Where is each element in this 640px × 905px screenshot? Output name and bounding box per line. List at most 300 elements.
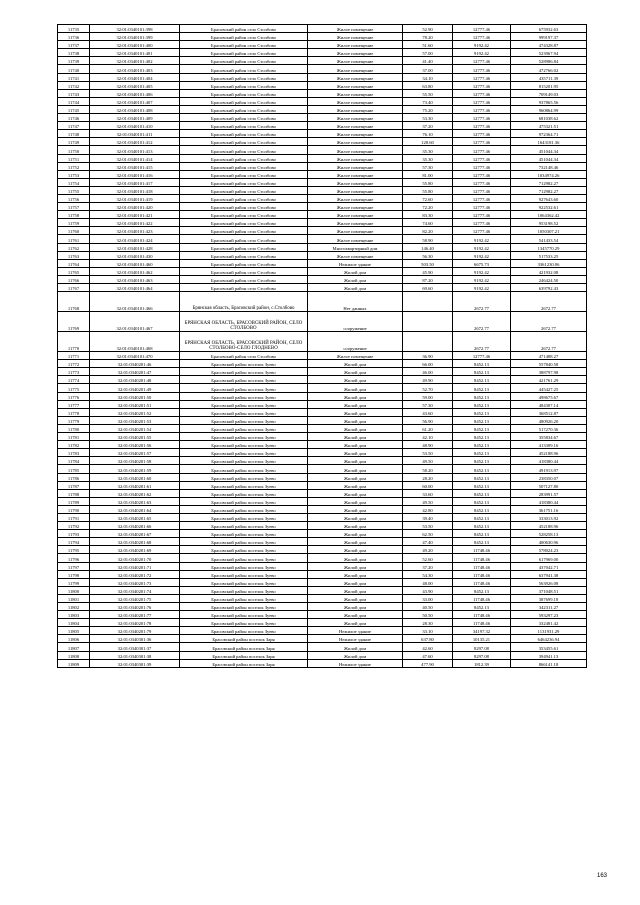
area-cell: 48.90: [403, 441, 453, 449]
row-number-cell: 11799: [58, 578, 90, 586]
address-cell: Брасовский район село Столбово: [180, 114, 308, 122]
table-row: [58, 49, 587, 57]
cadastral-number-cell: 32:01:0340201:73: [90, 578, 180, 586]
cadastral-value-cell: 709149.03: [511, 89, 587, 97]
table-row: [58, 400, 587, 408]
specific-value-cell: 11748.46: [453, 546, 511, 554]
row-number-cell: 11802: [58, 603, 90, 611]
cadastral-number-cell: 32:01:0340101:399: [90, 33, 180, 41]
cadastral-number-cell: 32:01:0340201:63: [90, 497, 180, 505]
object-type-cell: Жилой дом: [308, 457, 403, 465]
address-cell: Брасовский район село Столбово: [180, 97, 308, 105]
table-row: [58, 594, 587, 602]
cadastral-value-cell: 541433.54: [511, 235, 587, 243]
specific-value-cell: 10135.21: [453, 635, 511, 643]
area-cell: 33.10: [403, 627, 453, 635]
cadastral-number-cell: 32:01:0340201:54: [90, 424, 180, 432]
specific-value-cell: 12777.46: [453, 138, 511, 146]
address-cell: Брасовский район поселок Зуево: [180, 497, 308, 505]
area-cell: 52.70: [403, 384, 453, 392]
object-type-cell: Жилое помещение: [308, 178, 403, 186]
table-row: [58, 41, 587, 49]
cadastral-value-cell: 2672.77: [511, 292, 587, 312]
table-row: [58, 146, 587, 154]
specific-value-cell: 2672.77: [453, 312, 511, 332]
address-cell: Брасовский район село Столбово: [180, 170, 308, 178]
specific-value-cell: 11748.46: [453, 554, 511, 562]
area-cell: 48.00: [403, 578, 453, 586]
table-row: [58, 178, 587, 186]
cadastral-value-cell: 972364.71: [511, 130, 587, 138]
object-type-cell: Жилое помещение: [308, 251, 403, 259]
specific-value-cell: 8452.13: [453, 408, 511, 416]
object-type-cell: Жилой дом: [308, 284, 403, 292]
row-number-cell: 11796: [58, 554, 90, 562]
cadastral-value-cell: 1643181.36: [511, 138, 587, 146]
cadastral-value-cell: 2672.77: [511, 312, 587, 332]
area-cell: 128.60: [403, 138, 453, 146]
row-number-cell: 11754: [58, 178, 90, 186]
row-number-cell: 11794: [58, 538, 90, 546]
cadastral-number-cell: 32:01:0340101:414: [90, 154, 180, 162]
specific-value-cell: 12777.46: [453, 178, 511, 186]
address-cell: Брасовский район село Столбово: [180, 162, 308, 170]
table-row: [58, 659, 587, 667]
cadastral-number-cell: 32:01:0340201:78: [90, 619, 180, 627]
address-cell: Брасовский район село Столбово: [180, 57, 308, 65]
specific-value-cell: 12777.46: [453, 352, 511, 360]
object-type-cell: Жилое помещение: [308, 33, 403, 41]
specific-value-cell: 8452.13: [453, 603, 511, 611]
cadastral-number-cell: 32:01:0340101:401: [90, 49, 180, 57]
row-number-cell: 11791: [58, 513, 90, 521]
row-number-cell: 11751: [58, 154, 90, 162]
cadastral-value-cell: 437042.71: [511, 562, 587, 570]
specific-value-cell: 2672.77: [453, 332, 511, 352]
table-row: [58, 619, 587, 627]
table-row: [58, 643, 587, 651]
area-cell: 82.20: [403, 227, 453, 235]
table-row: [58, 433, 587, 441]
object-type-cell: Жилой дом: [308, 611, 403, 619]
table-row: [58, 651, 587, 659]
object-type-cell: Нежилое здание: [308, 627, 403, 635]
area-cell: 28.20: [403, 473, 453, 481]
address-cell: Брасовский район село Столбово: [180, 235, 308, 243]
area-cell: 37.20: [403, 562, 453, 570]
cadastral-number-cell: 32:01:0340101:418: [90, 186, 180, 194]
specific-value-cell: 8452.13: [453, 368, 511, 376]
area-cell: 78.20: [403, 33, 453, 41]
address-cell: Брасовский район поселок Зуево: [180, 578, 308, 586]
object-type-cell: Жилой дом: [308, 619, 403, 627]
table-row: [58, 416, 587, 424]
cadastral-number-cell: 32:01:0340201:58: [90, 457, 180, 465]
table-row: [58, 138, 587, 146]
cadastral-number-cell: 32:01:0340201:48: [90, 376, 180, 384]
specific-value-cell: 8452.13: [453, 360, 511, 368]
address-cell: Брасовский район поселок Заря: [180, 651, 308, 659]
object-type-cell: Жилой дом: [308, 400, 403, 408]
cadastral-number-cell: 32:01:0340201:67: [90, 530, 180, 538]
address-cell: Брасовский район поселок Зуево: [180, 570, 308, 578]
cadastral-value-cell: 507127.80: [511, 481, 587, 489]
object-type-cell: Жилое помещение: [308, 25, 403, 33]
cadastral-number-cell: 32:01:0340101:409: [90, 114, 180, 122]
cadastral-value-cell: 333013.92: [511, 513, 587, 521]
row-number-cell: 11788: [58, 489, 90, 497]
object-type-cell: Жилое помещение: [308, 186, 403, 194]
address-cell: Брасовский район поселок Зуево: [180, 465, 308, 473]
cadastral-value-cell: 517533.25: [511, 251, 587, 259]
specific-value-cell: 12777.46: [453, 73, 511, 81]
cadastral-value-cell: 418380.44: [511, 497, 587, 505]
area-cell: 74.60: [403, 219, 453, 227]
row-number-cell: 11773: [58, 368, 90, 376]
cadastral-number-cell: 32:01:0340201:66: [90, 522, 180, 530]
table-row: [58, 408, 587, 416]
cadastral-value-cell: 388797.98: [511, 368, 587, 376]
table-row: [58, 227, 587, 235]
row-number-cell: 11747: [58, 122, 90, 130]
address-cell: Брасовский район поселок Заря: [180, 659, 308, 667]
object-type-cell: Жилой дом: [308, 538, 403, 546]
table-row: [58, 186, 587, 194]
cadastral-value-cell: 3361230.06: [511, 259, 587, 267]
address-cell: Брасовский район село Столбово: [180, 122, 308, 130]
address-cell: Брасовский район село Столбово: [180, 352, 308, 360]
area-cell: 40.50: [403, 603, 453, 611]
cadastral-value-cell: 922532.61: [511, 203, 587, 211]
cadastral-number-cell: 32:01:0340101:421: [90, 211, 180, 219]
address-cell: Брасовский район село Столбово: [180, 25, 308, 33]
area-cell: 62.50: [403, 530, 453, 538]
address-cell: Брасовский район поселок Зуево: [180, 538, 308, 546]
area-cell: 42.10: [403, 433, 453, 441]
specific-value-cell: 8452.13: [453, 433, 511, 441]
specific-value-cell: 11748.46: [453, 570, 511, 578]
object-type-cell: Жилой дом: [308, 505, 403, 513]
address-cell: Брасовский район село Столбово: [180, 33, 308, 41]
address-cell: Брасовский район село Столбово: [180, 178, 308, 186]
object-type-cell: Жилой дом: [308, 481, 403, 489]
cadastral-value-cell: 639792.43: [511, 284, 587, 292]
row-number-cell: 11753: [58, 170, 90, 178]
table-row: [58, 368, 587, 376]
object-type-cell: Жилой дом: [308, 392, 403, 400]
address-cell: Брасовский район поселок Зуево: [180, 416, 308, 424]
area-cell: 57.30: [403, 400, 453, 408]
cadastral-value-cell: 927643.60: [511, 194, 587, 202]
table-row: [58, 473, 587, 481]
object-type-cell: Жилое помещение: [308, 211, 403, 219]
row-number-cell: 11750: [58, 146, 90, 154]
object-type-cell: Жилое помещение: [308, 138, 403, 146]
table-row: [58, 611, 587, 619]
table-row: [58, 211, 587, 219]
address-cell: Брасовский район село Столбово: [180, 227, 308, 235]
object-type-cell: Жилое помещение: [308, 219, 403, 227]
cadastral-value-cell: 960864.99: [511, 105, 587, 113]
row-number-cell: 11736: [58, 33, 90, 41]
address-cell: Брасовский район поселок Зуево: [180, 368, 308, 376]
cadastral-value-cell: 681038.62: [511, 114, 587, 122]
address-cell: Брасовский район поселок Зуево: [180, 424, 308, 432]
object-type-cell: Жилой дом: [308, 522, 403, 530]
cadastral-number-cell: 32:01:0340101:424: [90, 235, 180, 243]
specific-value-cell: 12777.46: [453, 130, 511, 138]
table-row: [58, 332, 587, 352]
specific-value-cell: 8452.13: [453, 384, 511, 392]
cadastral-number-cell: 32:01:0340101:404: [90, 73, 180, 81]
row-number-cell: 11804: [58, 619, 90, 627]
table-row: [58, 505, 587, 513]
object-type-cell: Жилой дом: [308, 603, 403, 611]
cadastral-value-cell: 2672.77: [511, 332, 587, 352]
cadastral-value-cell: 937865.56: [511, 97, 587, 105]
address-cell: Брасовский район село Столбово: [180, 267, 308, 275]
table-row: [58, 203, 587, 211]
object-type-cell: Жилое помещение: [308, 227, 403, 235]
table-row: [58, 586, 587, 594]
area-cell: 55.80: [403, 186, 453, 194]
cadastral-number-cell: 32:01:0340201:60: [90, 473, 180, 481]
cadastral-number-cell: 32:01:0340101:403: [90, 65, 180, 73]
area-cell: 42.60: [403, 643, 453, 651]
specific-value-cell: 11748.46: [453, 578, 511, 586]
row-number-cell: 11765: [58, 267, 90, 275]
row-number-cell: 11742: [58, 81, 90, 89]
cadastral-number-cell: 32:01:0340101:400: [90, 41, 180, 49]
object-type-cell: Жилое помещение: [308, 73, 403, 81]
cadastral-value-cell: 498675.67: [511, 392, 587, 400]
object-type-cell: Жилой дом: [308, 408, 403, 416]
area-cell: 637.80: [403, 635, 453, 643]
table-row: [58, 130, 587, 138]
specific-value-cell: 8452.13: [453, 489, 511, 497]
object-type-cell: Жилой дом: [308, 578, 403, 586]
area-cell: [403, 332, 453, 352]
address-cell: Брасовский район поселок Зуево: [180, 546, 308, 554]
row-number-cell: 11782: [58, 441, 90, 449]
area-cell: 39.40: [403, 513, 453, 521]
table-row: [58, 570, 587, 578]
cadastral-number-cell: 32:01:0340201:70: [90, 554, 180, 562]
specific-value-cell: 6675.73: [453, 259, 511, 267]
row-number-cell: 11787: [58, 481, 90, 489]
row-number-cell: 11739: [58, 57, 90, 65]
cadastral-value-cell: 866141.18: [511, 659, 587, 667]
row-number-cell: 11784: [58, 457, 90, 465]
specific-value-cell: 9192.42: [453, 243, 511, 251]
cadastral-value-cell: 445427.25: [511, 384, 587, 392]
table-row: [58, 97, 587, 105]
specific-value-cell: 12777.46: [453, 186, 511, 194]
address-cell: Брасовский район поселок Зуево: [180, 384, 308, 392]
specific-value-cell: 8452.13: [453, 513, 511, 521]
address-cell: Брасовский район поселок Зуево: [180, 489, 308, 497]
area-cell: 83.30: [403, 211, 453, 219]
cadastral-value-cell: 1064362.42: [511, 211, 587, 219]
specific-value-cell: 12777.46: [453, 162, 511, 170]
specific-value-cell: 12777.46: [453, 227, 511, 235]
table-row: [58, 267, 587, 275]
area-cell: 49.50: [403, 497, 453, 505]
object-type-cell: Жилой дом: [308, 594, 403, 602]
specific-value-cell: 8452.13: [453, 416, 511, 424]
area-cell: 35.30: [403, 146, 453, 154]
cadastral-number-cell: 32:01:0340301:36: [90, 635, 180, 643]
area-cell: 36.90: [403, 352, 453, 360]
cadastral-number-cell: 32:01:0340101:405: [90, 81, 180, 89]
cadastral-value-cell: 355834.67: [511, 433, 587, 441]
cadastral-number-cell: 32:01:0340201:57: [90, 449, 180, 457]
specific-value-cell: 11748.46: [453, 594, 511, 602]
cadastral-value-cell: 1345770.29: [511, 243, 587, 251]
area-cell: 55.50: [403, 89, 453, 97]
object-type-cell: Жилое помещение: [308, 203, 403, 211]
cadastral-value-cell: 732148.46: [511, 162, 587, 170]
row-number-cell: 11797: [58, 562, 90, 570]
row-number-cell: 11789: [58, 497, 90, 505]
specific-value-cell: 1812.39: [453, 659, 511, 667]
cadastral-number-cell: 32:01:0340201:46: [90, 360, 180, 368]
area-cell: 72.20: [403, 203, 453, 211]
table-row: [58, 554, 587, 562]
object-type-cell: Нежилое здание: [308, 659, 403, 667]
address-cell: Брасовский район село Столбово: [180, 81, 308, 89]
row-number-cell: 11745: [58, 105, 90, 113]
row-number-cell: 11757: [58, 203, 90, 211]
row-number-cell: 11756: [58, 194, 90, 202]
table-row: [58, 360, 587, 368]
cadastral-number-cell: 32:01:0340201:55: [90, 433, 180, 441]
area-cell: 45.90: [403, 267, 453, 275]
object-type-cell: Жилой дом: [308, 513, 403, 521]
object-type-cell: Жилое помещение: [308, 122, 403, 130]
area-cell: 87.20: [403, 275, 453, 283]
row-number-cell: 11749: [58, 138, 90, 146]
cadastral-number-cell: 32:01:0340101:470: [90, 352, 180, 360]
object-type-cell: Жилой дом: [308, 384, 403, 392]
cadastral-number-cell: 32:01:0340101:411: [90, 130, 180, 138]
object-type-cell: Жилое помещение: [308, 114, 403, 122]
cadastral-number-cell: 32:01:0340101:415: [90, 162, 180, 170]
area-cell: 76.10: [403, 130, 453, 138]
specific-value-cell: 8452.13: [453, 424, 511, 432]
cadastral-value-cell: 528986.84: [511, 57, 587, 65]
cadastral-number-cell: 32:01:0340201:69: [90, 546, 180, 554]
table-row: [58, 284, 587, 292]
table-row: [58, 635, 587, 643]
object-type-cell: Жилой дом: [308, 360, 403, 368]
table-row: [58, 603, 587, 611]
cadastral-number-cell: 32:01:0340201:49: [90, 384, 180, 392]
cadastral-value-cell: 246424.50: [511, 275, 587, 283]
table-row: [58, 162, 587, 170]
address-cell: Брасовский район поселок Зуево: [180, 505, 308, 513]
row-number-cell: 11776: [58, 392, 90, 400]
row-number-cell: 11801: [58, 594, 90, 602]
specific-value-cell: 12777.46: [453, 194, 511, 202]
area-cell: 37.00: [403, 65, 453, 73]
area-cell: 49.90: [403, 376, 453, 384]
cadastral-value-cell: 332481.42: [511, 619, 587, 627]
row-number-cell: 11737: [58, 41, 90, 49]
cadastral-number-cell: 32:01:0340201:51: [90, 400, 180, 408]
cadastral-value-cell: 953198.52: [511, 219, 587, 227]
cadastral-value-cell: 452188.96: [511, 522, 587, 530]
cadastral-number-cell: 32:01:0340101:407: [90, 97, 180, 105]
address-cell: Брасовский район село Столбово: [180, 89, 308, 97]
row-number-cell: 11771: [58, 352, 90, 360]
cadastral-number-cell: 32:01:0340201:68: [90, 538, 180, 546]
row-number-cell: 11764: [58, 259, 90, 267]
cadastral-number-cell: 32:01:0340201:53: [90, 416, 180, 424]
address-cell: Брасовский район село Столбово: [180, 186, 308, 194]
area-cell: 28.30: [403, 619, 453, 627]
table-row: [58, 352, 587, 360]
area-cell: 63.80: [403, 81, 453, 89]
object-type-cell: Жилой дом: [308, 376, 403, 384]
cadastral-value-cell: 371048.51: [511, 586, 587, 594]
row-number-cell: 11779: [58, 416, 90, 424]
address-cell: Брасовский район поселок Зуево: [180, 530, 308, 538]
address-cell: Брасовский район село Столбово: [180, 65, 308, 73]
row-number-cell: 11785: [58, 465, 90, 473]
object-type-cell: Жилой дом: [308, 449, 403, 457]
cadastral-value-cell: 413309.16: [511, 441, 587, 449]
address-cell: Брасовский район село Столбово: [180, 259, 308, 267]
cadastral-value-cell: 1034974.26: [511, 170, 587, 178]
specific-value-cell: 9192.42: [453, 275, 511, 283]
specific-value-cell: 9192.42: [453, 267, 511, 275]
row-number-cell: 11783: [58, 449, 90, 457]
table-row: [58, 384, 587, 392]
object-type-cell: Жилой дом: [308, 546, 403, 554]
address-cell: Брасовский район поселок Зуево: [180, 611, 308, 619]
cadastral-number-cell: 32:01:0340101:419: [90, 194, 180, 202]
row-number-cell: 11770: [58, 332, 90, 352]
cadastral-number-cell: 32:01:0340201:74: [90, 586, 180, 594]
object-type-cell: Жилое помещение: [308, 105, 403, 113]
cadastral-value-cell: 474328.87: [511, 41, 587, 49]
address-cell: Брасовский район поселок Зуево: [180, 513, 308, 521]
cadastral-value-table: [57, 24, 587, 668]
row-number-cell: 11792: [58, 522, 90, 530]
address-cell: Брянская область, Брасовский район, с.Столбово: [180, 292, 308, 312]
row-number-cell: 11767: [58, 284, 90, 292]
address-cell: Брасовский район поселок Заря: [180, 635, 308, 643]
object-type-cell: Жилое помещение: [308, 49, 403, 57]
specific-value-cell: 12777.46: [453, 114, 511, 122]
table-row: [58, 522, 587, 530]
area-cell: 66.00: [403, 360, 453, 368]
specific-value-cell: 12777.46: [453, 105, 511, 113]
cadastral-value-cell: 475321.51: [511, 122, 587, 130]
cadastral-value-cell: 593297.23: [511, 611, 587, 619]
address-cell: Брасовский район поселок Зуево: [180, 449, 308, 457]
table-row: [58, 251, 587, 259]
object-type-cell: Жилое помещение: [308, 97, 403, 105]
address-cell: Брасовский район село Столбово: [180, 49, 308, 57]
table-row: [58, 538, 587, 546]
cadastral-value-cell: 484307.14: [511, 400, 587, 408]
row-number-cell: 11735: [58, 25, 90, 33]
cadastral-value-cell: 283991.57: [511, 489, 587, 497]
object-type-cell: Жилой дом: [308, 275, 403, 283]
area-cell: 56.90: [403, 416, 453, 424]
